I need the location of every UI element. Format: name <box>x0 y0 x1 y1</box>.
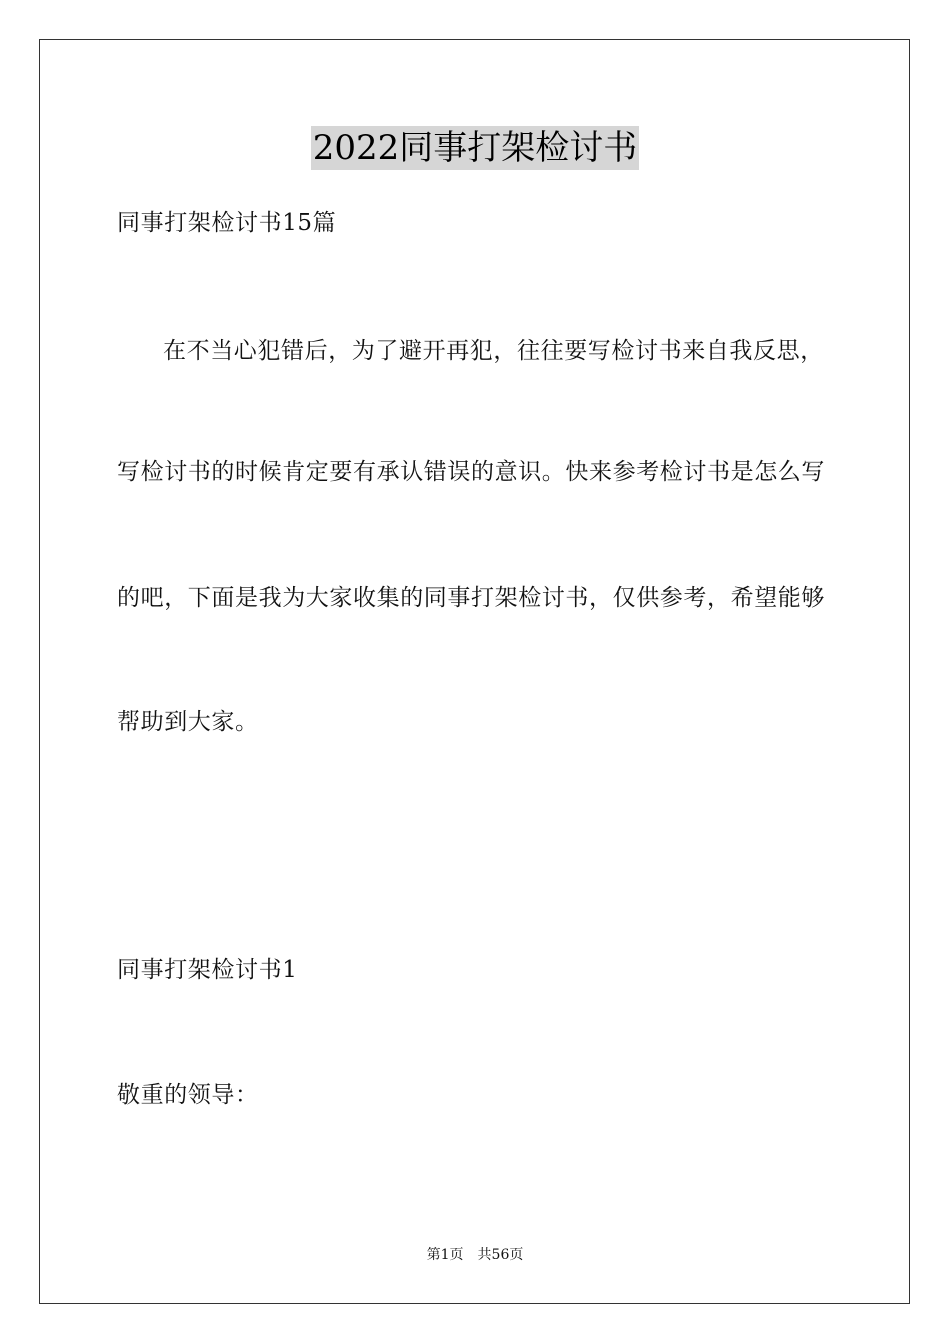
intro-line-4: 帮助到大家。 <box>117 709 259 735</box>
intro-line-3: 的吧，下面是我为大家收集的同事打架检讨书，仅供参考，希望能够 <box>117 585 825 611</box>
page-footer <box>0 1245 950 1265</box>
intro-line-1: 在不当心犯错后，为了避开再犯，往往要写检讨书来自我反思， <box>163 338 824 364</box>
total-pages: 共56页 <box>477 1247 524 1263</box>
page-number: 第1页 <box>426 1247 464 1263</box>
intro-line-2: 写检讨书的时候肯定要有承认错误的意识。快来参考检讨书是怎么写 <box>117 459 825 485</box>
subtitle: 同事打架检讨书15篇 <box>117 210 337 236</box>
salutation: 敬重的领导： <box>117 1082 259 1108</box>
title-container <box>0 126 950 170</box>
document-title: 2022同事打架检讨书 <box>312 128 638 168</box>
section-heading: 同事打架检讨书1 <box>117 957 298 983</box>
